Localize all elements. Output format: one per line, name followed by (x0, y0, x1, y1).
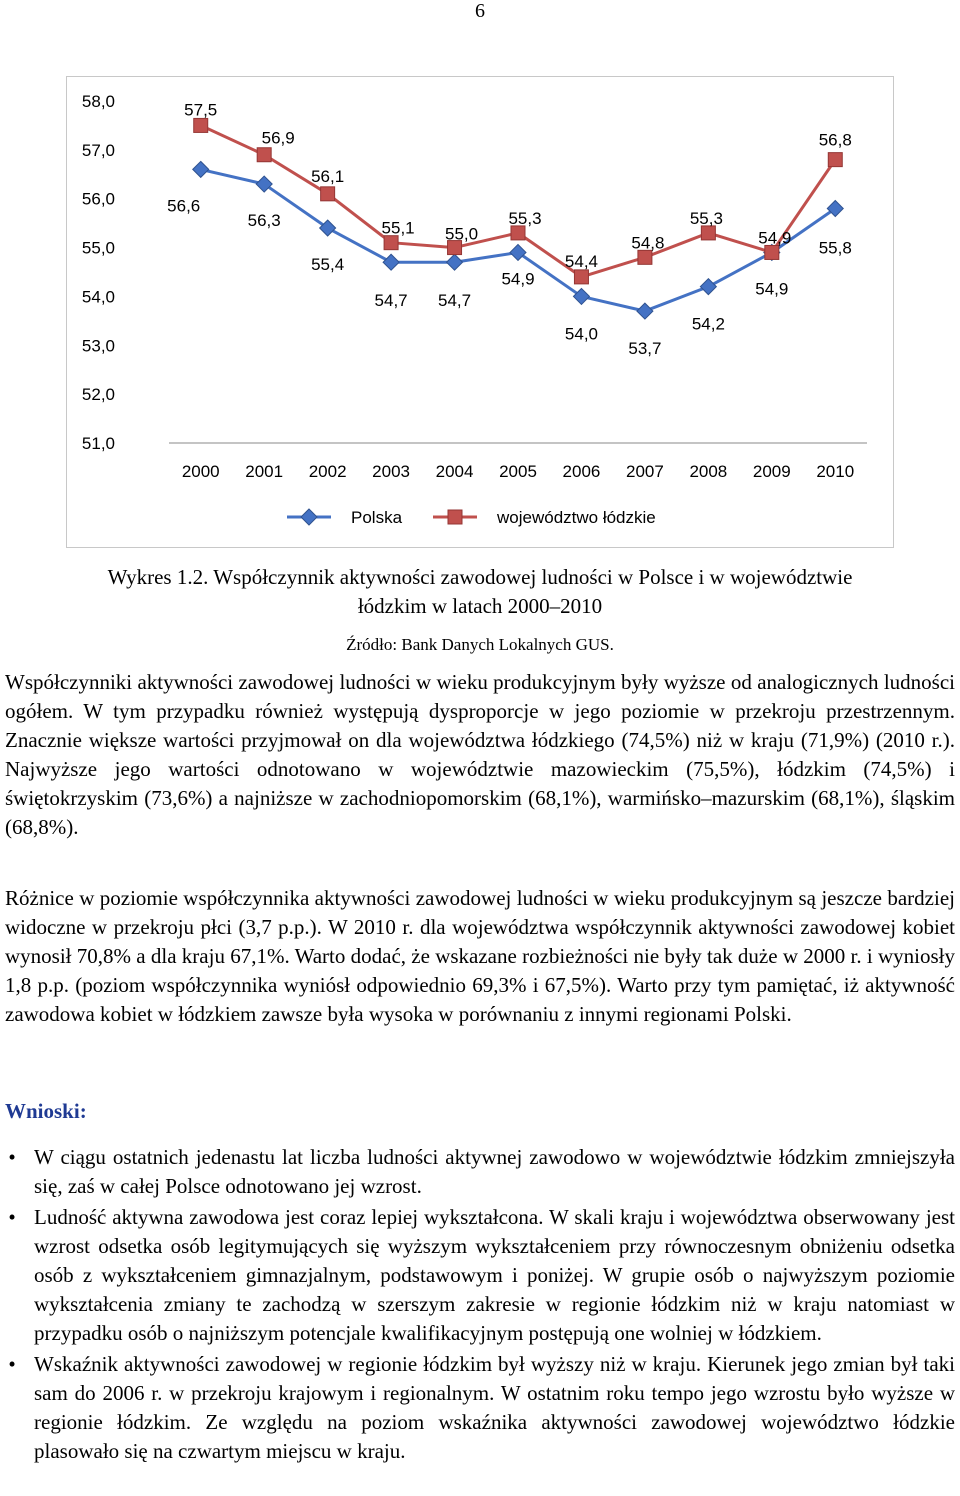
data-label: 57,5 (184, 100, 218, 120)
data-point-marker (700, 279, 716, 295)
x-tick-label: 2000 (181, 462, 220, 481)
data-point-marker (447, 254, 463, 270)
x-tick-label: 2006 (562, 462, 601, 481)
conclusion-text: Ludność aktywna zawodowa jest coraz lepiej wykształcona. W skali kraju i województwa obserwowany jest wzrost odsetka osób legitymujących się wyższym wykształceniem przy równoczesnym obniżeniu odsetka osób z wykształceniem gimnazjalnym, podstawowym i poniżej. W grupie osób o najwyższym poziomie wykształcenia zmiany te zachodzą w szerszym zakresie w regionie łódzkim niż w kraju natomiast w przypadku osób o najniższym potencjale kwalifikacyjnym postępują one wolniej w łódzkiem. (34, 1205, 955, 1345)
x-tick-label: 2001 (245, 462, 284, 481)
paragraph-1: Współczynniki aktywności zawodowej ludności w wieku produkcyjnym były wyższe od analogicznych ludności ogółem. W tym przypadku również występują dysproporcje w jego poziomie w przekroju przestrzennym. Znacznie większe wartości przyjmował on dla województwa łódzkiego (74,5%) niż w kraju (71,9%) (2010 r.). Najwyższe jego wartości odnotowano w województwie mazowieckim (75,5%), łódzkim (74,5%) i świętokrzyskim (73,6%) a najniższe w zachodniopomorskim (68,1%), warmińsko–mazurskim (68,1%), śląskim (68,8%). (5, 670, 955, 839)
legend-marker (301, 509, 317, 525)
x-tick-label: 2002 (308, 462, 347, 481)
data-label: 54,9 (501, 269, 535, 289)
data-point-marker (638, 250, 652, 264)
data-label: 56,8 (818, 130, 852, 150)
y-tick-label: 56,0 (81, 189, 115, 209)
y-tick-label: 52,0 (81, 385, 115, 405)
legend-label: województwo łódzkie (497, 508, 656, 527)
data-label: 54,4 (564, 251, 599, 271)
y-tick-label: 53,0 (81, 336, 115, 356)
conclusion-item (0, 1350, 955, 1466)
y-tick-label: 54,0 (81, 287, 115, 307)
data-point-marker (194, 118, 208, 132)
bullet-icon: • (8, 1145, 16, 1169)
data-point-marker (701, 226, 715, 240)
data-label: 55,8 (818, 238, 852, 258)
data-point-marker (257, 148, 271, 162)
chart-canvas (67, 77, 895, 549)
data-label: 56,3 (247, 211, 281, 231)
data-label: 56,9 (261, 128, 295, 148)
legend-label: Polska (351, 508, 403, 527)
data-label: 54,7 (437, 291, 472, 311)
paragraph-2: Różnice w poziomie współczynnika aktywności zawodowej ludności w wieku produkcyjnym są jeszcze bardziej widoczne w przekroju płci (3,7 p.p.). W 2010 r. dla województwa współczynnik aktywności zawodowej kobiet wynosił 70,8% a dla kraju 67,1%. Warto dodać, że wskazane rozbieżności nie były tak duże w 2000 r. i wyniosły 1,8 p.p. (poziom współczynnika wyniósł odpowiednio 69,3% i 67,5%). Warto przy tym pamiętać, iż aktywność zawodowa kobiet w łódzkiem zawsze była wysoka w porównaniu z innymi regionami Polski. (5, 886, 955, 1026)
x-tick-label: 2004 (435, 462, 474, 481)
data-point-marker (384, 236, 398, 250)
x-tick-label: 2009 (752, 462, 791, 481)
data-label: 54,0 (564, 324, 599, 344)
figure-caption-line-1: Wykres 1.2. Współczynnik aktywności zawodowej ludności w Polsce i w województwie (107, 565, 853, 589)
data-label: 56,1 (311, 166, 345, 186)
data-point-marker (637, 303, 653, 319)
data-point-marker (193, 161, 209, 177)
data-label: 54,8 (631, 233, 665, 253)
data-label: 56,6 (167, 196, 201, 216)
data-label: 55,4 (311, 255, 345, 275)
data-label: 55,1 (381, 218, 415, 238)
legend-marker (448, 510, 462, 524)
data-point-marker (765, 245, 779, 259)
y-tick-label: 55,0 (81, 238, 115, 258)
line-chart (66, 76, 894, 548)
y-tick-label: 58,0 (81, 92, 115, 111)
figure-caption-line-2: łódzkim w latach 2000–2010 (357, 594, 603, 618)
conclusions-heading: Wnioski: (5, 1099, 87, 1123)
conclusion-item (0, 1203, 955, 1348)
data-label: 54,2 (691, 314, 725, 334)
x-tick-label: 2010 (816, 462, 855, 481)
data-label: 55,0 (444, 224, 479, 244)
data-label: 54,7 (374, 291, 408, 311)
bullet-icon: • (8, 1205, 16, 1229)
data-label: 55,3 (689, 208, 723, 228)
y-tick-label: 51,0 (81, 434, 115, 453)
data-label: 54,9 (755, 279, 789, 299)
data-point-marker (321, 187, 335, 201)
bullet-icon: • (8, 1352, 16, 1376)
x-tick-label: 2005 (499, 462, 537, 481)
x-tick-label: 2003 (372, 462, 411, 481)
data-point-marker (383, 254, 399, 270)
conclusion-text: Wskaźnik aktywności zawodowej w regionie łódzkim był wyższy niż w kraju. Kierunek jego zmian był taki sam do 2006 r. w przekroju krajowym i regionalnym. W ostatnim roku tempo jego wzrostu było wyższe w regionie łódzkim. Ze względu na poziom wskaźnika aktywności zawodowej województwo łódzkie plasowało się na czwartym miejscu w kraju. (34, 1352, 955, 1463)
x-tick-label: 2008 (689, 462, 728, 481)
page-number: 6 (475, 0, 485, 22)
data-label: 53,7 (628, 339, 662, 359)
data-label: 55,3 (508, 208, 542, 228)
data-point-marker (511, 226, 525, 240)
x-tick-label: 2007 (625, 462, 664, 481)
data-point-marker (574, 270, 588, 284)
y-tick-label: 57,0 (81, 140, 115, 160)
conclusion-text: W ciągu ostatnich jedenastu lat liczba ludności aktywnej zawodowo w województwie łódzkim zmniejszyła się, zaś w całej Polsce odnotowano jej wzrost. (34, 1145, 955, 1198)
data-label: 54,9 (758, 228, 792, 248)
data-point-marker (828, 153, 842, 167)
conclusions-list (0, 1143, 955, 1468)
conclusion-item (0, 1143, 955, 1201)
figure-source: Źródło: Bank Danych Lokalnych GUS. (346, 635, 614, 654)
